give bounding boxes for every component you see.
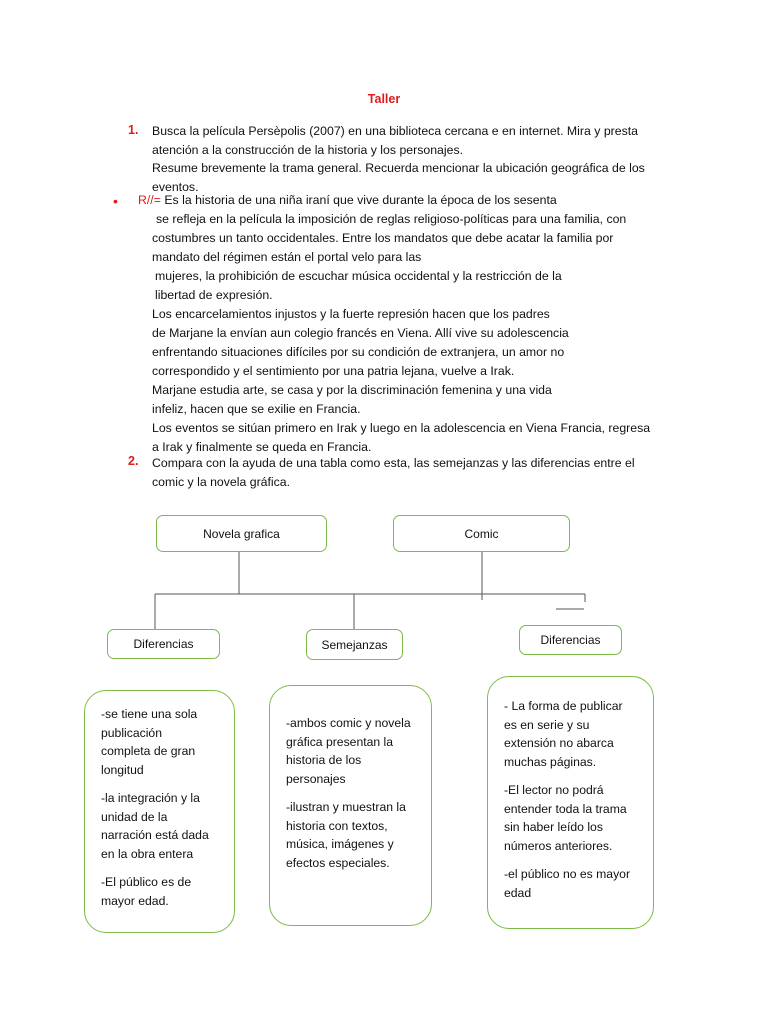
card-diferencias-comic [487, 676, 654, 929]
card-paragraph [286, 798, 417, 872]
card-line: números anteriores. [504, 838, 613, 853]
ans-line: mujeres, la prohibición de escuchar música occidental y la restricción de la [155, 269, 562, 283]
card-line: gráfica presentan la [286, 734, 394, 749]
card-line: - La forma de publicar [504, 699, 623, 713]
card-line: -ilustran y muestran la [286, 800, 406, 814]
ans-line: infeliz, hacen que se exilie en Francia. [152, 402, 361, 416]
card-paragraph [101, 705, 220, 779]
ans-line: de Marjane la envían aun colegio francés en Viena. Allí vive su adolescencia [152, 326, 569, 340]
card-line: sin haber leído los [504, 820, 603, 834]
card-paragraph [286, 714, 417, 788]
ans-line: correspondido y el sentimiento por una patria lejana, vuelve a Irak. [152, 364, 515, 378]
card-line: extensión no abarca [504, 736, 614, 750]
ans-line: Los encarcelamientos injustos y la fuerte represión hacen que los padres [152, 307, 550, 321]
ans-line: mandato del régimen están el portal velo para las [152, 250, 422, 264]
card-line: edad [504, 885, 532, 900]
ans-line: libertad de expresión. [155, 288, 273, 302]
card-line: publicación [101, 725, 162, 740]
ans-line: Marjane estudia arte, se casa y por la discriminación femenina y una vida [152, 383, 552, 397]
question-1-number: 1. [128, 123, 139, 137]
card-line: mayor edad. [101, 893, 169, 908]
card-line: -el público no es mayor [504, 867, 630, 881]
card-line: muchas páginas. [504, 754, 597, 769]
page-title: Taller [367, 92, 401, 106]
card-line: longitud [101, 762, 144, 777]
q1-line: Busca la película Persèpolis (2007) en una biblioteca cercana e en internet. Mira y presta [152, 124, 639, 138]
q2-line: comic y la novela gráfica. [152, 475, 291, 489]
card-paragraph [504, 865, 639, 902]
node-semejanzas: Semejanzas [306, 629, 403, 660]
node-comic: Comic [393, 515, 570, 552]
answer-first-line-text: Es la historia de una niña iraní que vive durante la época de los sesenta [160, 193, 557, 207]
card-paragraph [101, 873, 220, 910]
card-line: personajes [286, 771, 346, 786]
ans-line: se refleja en la película la imposición de reglas religioso-políticas para una familia, con [156, 212, 627, 226]
node-novela-grafica: Novela grafica [156, 515, 327, 552]
q1-line: eventos. [152, 179, 199, 194]
card-line: -ambos comic y novela [286, 716, 411, 730]
q2-line: Compara con la ayuda de una tabla como esta, las semejanzas y las diferencias entre el [152, 456, 635, 470]
node-diferencias-right: Diferencias [519, 625, 622, 655]
card-line: efectos especiales. [286, 855, 390, 870]
card-line: unidad de la [101, 809, 168, 824]
card-line: música, imágenes y [286, 837, 394, 851]
card-line: historia de los [286, 753, 362, 767]
question-2-number: 2. [128, 454, 139, 468]
ans-line: Los eventos se sitúan primero en Irak y luego en la adolescencia en Viena Francia, regresa [152, 421, 651, 435]
card-line: completa de gran [101, 744, 196, 758]
card-paragraph [101, 789, 220, 863]
card-line: -la integración y la [101, 791, 200, 805]
node-diferencias-left: Diferencias [107, 629, 220, 659]
ans-line: enfrentando situaciones difíciles por su condición de extranjera, un amor no [152, 345, 565, 359]
answer-prefix: R//= [138, 193, 161, 207]
card-line: -El público es de [101, 875, 192, 889]
card-diferencias-novela [84, 690, 235, 933]
card-line: es en serie y su [504, 717, 590, 732]
ans-line: costumbres un tanto occidentales. Entre los mandatos que debe acatar la familia por [152, 231, 614, 245]
card-line: en la obra entera [101, 846, 194, 861]
card-line: narración está dada [101, 828, 209, 842]
card-semejanzas [269, 685, 432, 926]
card-line: -El lector no podrá [504, 783, 604, 797]
answer-bullet: • [113, 193, 118, 209]
q1-line: atención a la construcción de la historia y los personajes. [152, 142, 464, 157]
card-line: entender toda la trama [504, 801, 627, 816]
card-paragraph [504, 697, 639, 771]
card-paragraph [504, 781, 639, 855]
card-line: -se tiene una sola [101, 707, 198, 721]
q1-line: Resume brevemente la trama general. Recuerda mencionar la ubicación geográfica de los [152, 161, 645, 175]
ans-line: a Irak y finalmente se queda en Francia. [152, 440, 372, 454]
card-line: historia con textos, [286, 818, 388, 833]
